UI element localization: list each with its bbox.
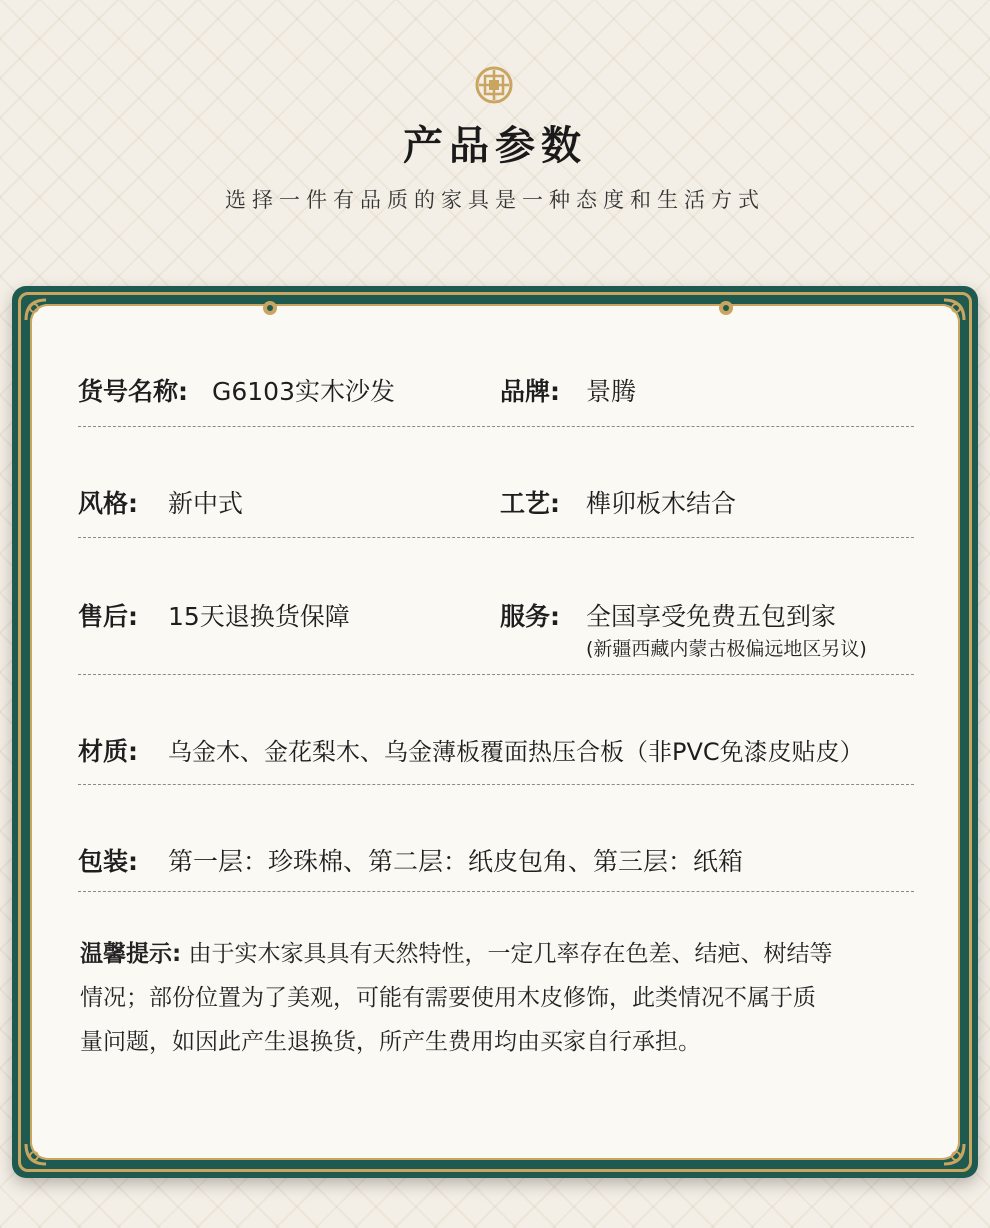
tips-label: 温馨提示:	[80, 941, 182, 967]
tips-line-2: 情况；部份位置为了美观，可能有需要使用木皮修饰，此类情况不属于质	[80, 985, 816, 1011]
corner-scroll-icon	[940, 1140, 968, 1168]
packaging-value: 第一层：珍珠棉、第二层：纸皮包角、第三层：纸箱	[168, 847, 744, 876]
page-title: 产品参数	[403, 123, 587, 169]
item-name-value: G6103实木沙发	[212, 377, 395, 406]
row-divider	[78, 537, 914, 538]
style-value: 新中式	[168, 489, 244, 518]
tips-line-3: 量问题，如因此产生退换货，所产生费用均由买家自行承担。	[80, 1029, 701, 1055]
page-subtitle: 选择一件有品质的家具是一种态度和生活方式	[225, 188, 765, 212]
craft-label: 工艺:	[500, 489, 560, 518]
frame-ornament-icon	[718, 300, 734, 316]
material-label: 材质:	[78, 737, 138, 766]
item-name-label: 货号名称:	[78, 377, 188, 406]
brand-label: 品牌:	[500, 377, 560, 406]
style-label: 风格:	[78, 489, 138, 518]
corner-scroll-icon	[22, 1140, 50, 1168]
emblem-icon	[475, 66, 513, 104]
aftersale-value: 15天退换货保障	[168, 602, 350, 631]
material-value: 乌金木、金花梨木、乌金薄板覆面热压合板（非PVC免漆皮贴皮）	[168, 738, 864, 766]
corner-scroll-icon	[940, 296, 968, 324]
service-value: 全国享受免费五包到家	[586, 602, 837, 631]
tips-text-1: 由于实木家具具有天然特性，一定几率存在色差、结疤、树结等	[181, 941, 833, 967]
tips-line-1	[80, 932, 930, 976]
row-divider	[78, 891, 914, 892]
tips-block	[80, 932, 930, 1064]
packaging-label: 包装:	[78, 847, 138, 876]
service-label: 服务:	[500, 602, 560, 631]
corner-scroll-icon	[22, 296, 50, 324]
service-note: (新疆西藏内蒙古极偏远地区另议)	[586, 638, 867, 660]
aftersale-label: 售后:	[78, 602, 138, 631]
row-divider	[78, 426, 914, 427]
row-divider	[78, 784, 914, 785]
frame-ornament-icon	[262, 300, 278, 316]
brand-value: 景腾	[586, 377, 637, 406]
craft-value: 榫卯板木结合	[586, 489, 737, 518]
row-divider	[78, 674, 914, 675]
